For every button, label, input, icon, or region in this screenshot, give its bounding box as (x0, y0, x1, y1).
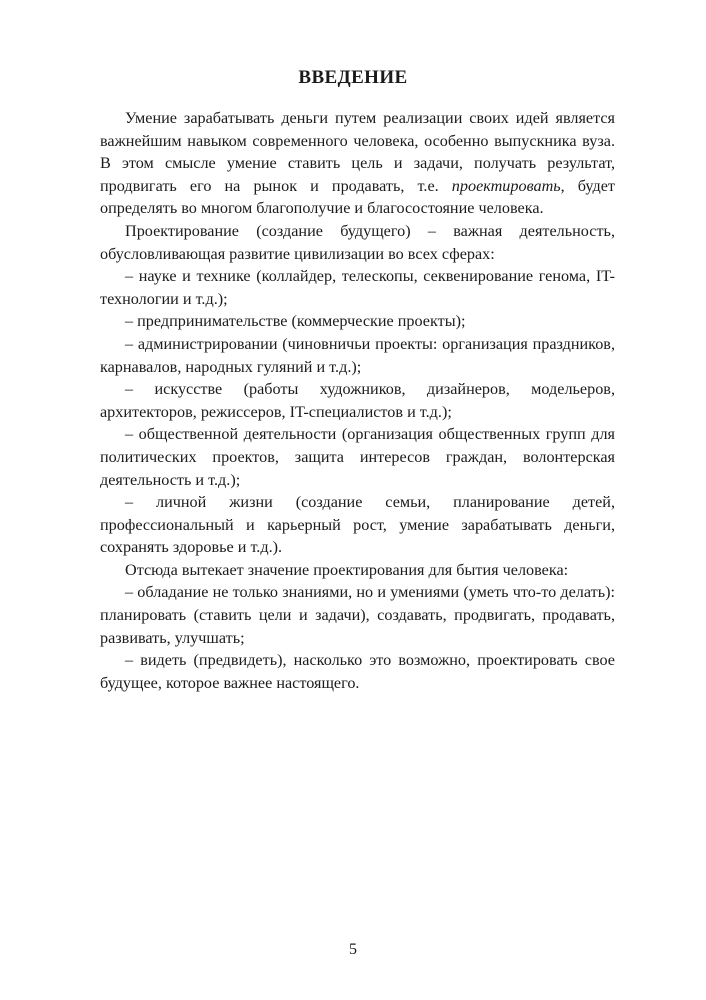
emphasis-term: проектировать (451, 176, 561, 195)
list-item-administration: – администрировании (чиновничьи проекты: организация праздников, карнавалов, народных гуляний и т.д.); (100, 334, 615, 376)
list-item-science: – науке и технике (коллайдер, телескопы, секвенирование генома, IT-технологии и т.д.); (100, 267, 615, 308)
paragraph-consequence: Отсюда вытекает значение проектирования для бытия человека: (125, 560, 569, 579)
page-number: 5 (349, 941, 357, 958)
list-item-business: – предпринимательстве (коммерческие проекты); (125, 312, 466, 331)
list-item-art: – искусстве (работы художников, дизайнеров, модельеров, архитекторов, режиссеров, IT-специалистов и т.д.); (100, 380, 615, 421)
list-item-skills: – обладание не только знаниями, но и умениями (уметь что-то делать): планировать (ставить цели и задачи), создавать, продвигать, продавать, развивать, улучшать; (100, 583, 615, 647)
paragraph-intro-start: Умение зарабатывать деньги путем реализации своих идей является важнейшим навыком современного человека, особенно выпускника вуза. В этом смысле умение ставить цель и задачи, получать результат, продвигать его на рынок и продавать, т.е. (100, 109, 615, 195)
body-text (100, 107, 615, 694)
paragraph-definition: Проектирование (создание будущего) – важная деятельность, обусловливающая развитие цивилизации во всех сферах: (100, 221, 615, 263)
paragraph-intro-end: , будет определять во многом благополучие и благосостояние человека. (100, 176, 615, 218)
list-item-foresight: – видеть (предвидеть), насколько это возможно, проектировать свое будущее, которое важнее настоящего. (100, 651, 615, 692)
paragraph-intro (100, 107, 615, 220)
list-item-public-activity: – общественной деятельности (организация общественных групп для политических проектов, защита интересов граждан, волонтерская деятельность и т.д.); (100, 425, 615, 489)
page-title: ВВЕДЕНИЕ (298, 67, 408, 88)
list-item-personal-life: – личной жизни (создание семьи, планирование детей, профессиональный и карьерный рост, умение зарабатывать деньги, сохранять здоровье и т.д.). (100, 493, 615, 557)
